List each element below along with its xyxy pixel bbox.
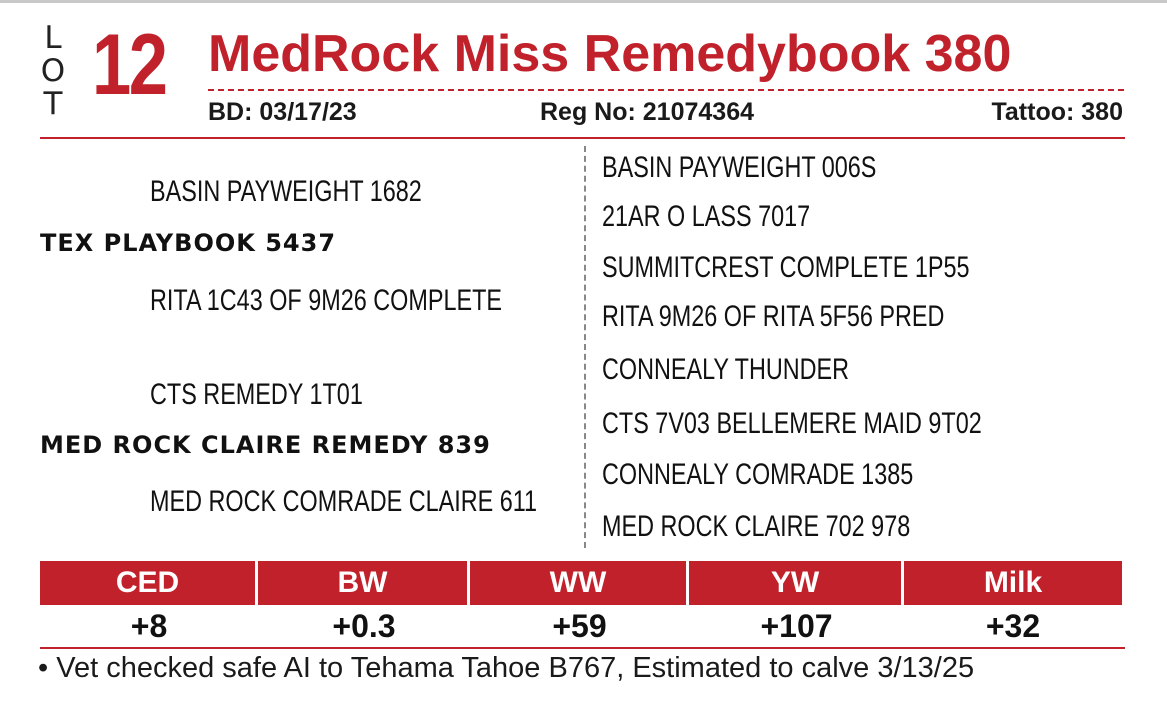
lot-letter-t: T [43, 86, 63, 122]
epd-header-ced: CED [40, 561, 258, 605]
epd-header-bw: BW [258, 561, 470, 605]
lot-label [38, 22, 68, 121]
tattoo [991, 94, 1123, 130]
tattoo-label: Tattoo: [991, 98, 1075, 126]
tattoo-value: 380 [1081, 98, 1123, 126]
pedigree-right-line: SUMMITCREST COMPLETE 1P55 [602, 251, 970, 284]
sire: TEX PLAYBOOK 5437 [40, 229, 337, 257]
registration-label: Reg No: [540, 98, 636, 126]
lot-letter-o: O [40, 53, 66, 89]
epd-value-yw: +107 [760, 608, 833, 644]
epd-value-ww: +59 [552, 608, 607, 644]
birth-date [208, 94, 357, 130]
lot-letter-l: L [44, 20, 62, 56]
registration-value: 21074364 [642, 98, 755, 126]
pedigree-right-line: CONNEALY COMRADE 1385 [602, 458, 914, 491]
sire-dam: RITA 1C43 OF 9M26 COMPLETE [150, 284, 502, 317]
pedigree-right-line: MED ROCK CLAIRE 702 978 [602, 510, 911, 543]
birth-date-label: BD: [208, 98, 253, 126]
birth-date-value: 03/17/23 [259, 98, 357, 126]
epd-header-milk: Milk [904, 561, 1122, 605]
epd-column-ww [470, 561, 689, 647]
epd-column-milk [904, 561, 1122, 647]
lot-number: 12 [92, 17, 166, 113]
dam: MED ROCK CLAIRE REMEDY 839 [40, 431, 491, 459]
epd-value-ced: +8 [130, 608, 168, 644]
top-border [0, 0, 1167, 3]
epd-table [40, 561, 1122, 647]
epd-column-ced [40, 561, 258, 647]
dam-dam: MED ROCK COMRADE CLAIRE 611 [150, 485, 538, 518]
epd-header-ww: WW [470, 561, 689, 605]
header-rule [40, 137, 1125, 139]
pedigree-right-line: BASIN PAYWEIGHT 006S [602, 151, 877, 184]
animal-name: MedRock Miss Remedybook 380 [208, 25, 1012, 83]
registration-number [540, 94, 754, 130]
epd-column-bw [258, 561, 470, 647]
pedigree-right-line: CONNEALY THUNDER [602, 353, 850, 386]
pedigree-right-line: RITA 9M26 OF RITA 5F56 PRED [602, 300, 945, 333]
pedigree-right-line: CTS 7V03 BELLEMERE MAID 9T02 [602, 407, 982, 440]
epd-header-yw: YW [689, 561, 904, 605]
pedigree-divider [584, 146, 586, 548]
dam-sire: CTS REMEDY 1T01 [150, 378, 363, 411]
footnote: • Vet checked safe AI to Tehama Tahoe B767, Estimated to calve 3/13/25 [38, 652, 975, 684]
title-divider [208, 89, 1124, 91]
epd-value-milk: +32 [985, 608, 1041, 644]
pedigree-right-line: 21AR O LASS 7017 [602, 200, 811, 233]
epd-value-bw: +0.3 [332, 608, 396, 644]
sire-sire: BASIN PAYWEIGHT 1682 [150, 175, 422, 208]
epd-column-yw [689, 561, 904, 647]
